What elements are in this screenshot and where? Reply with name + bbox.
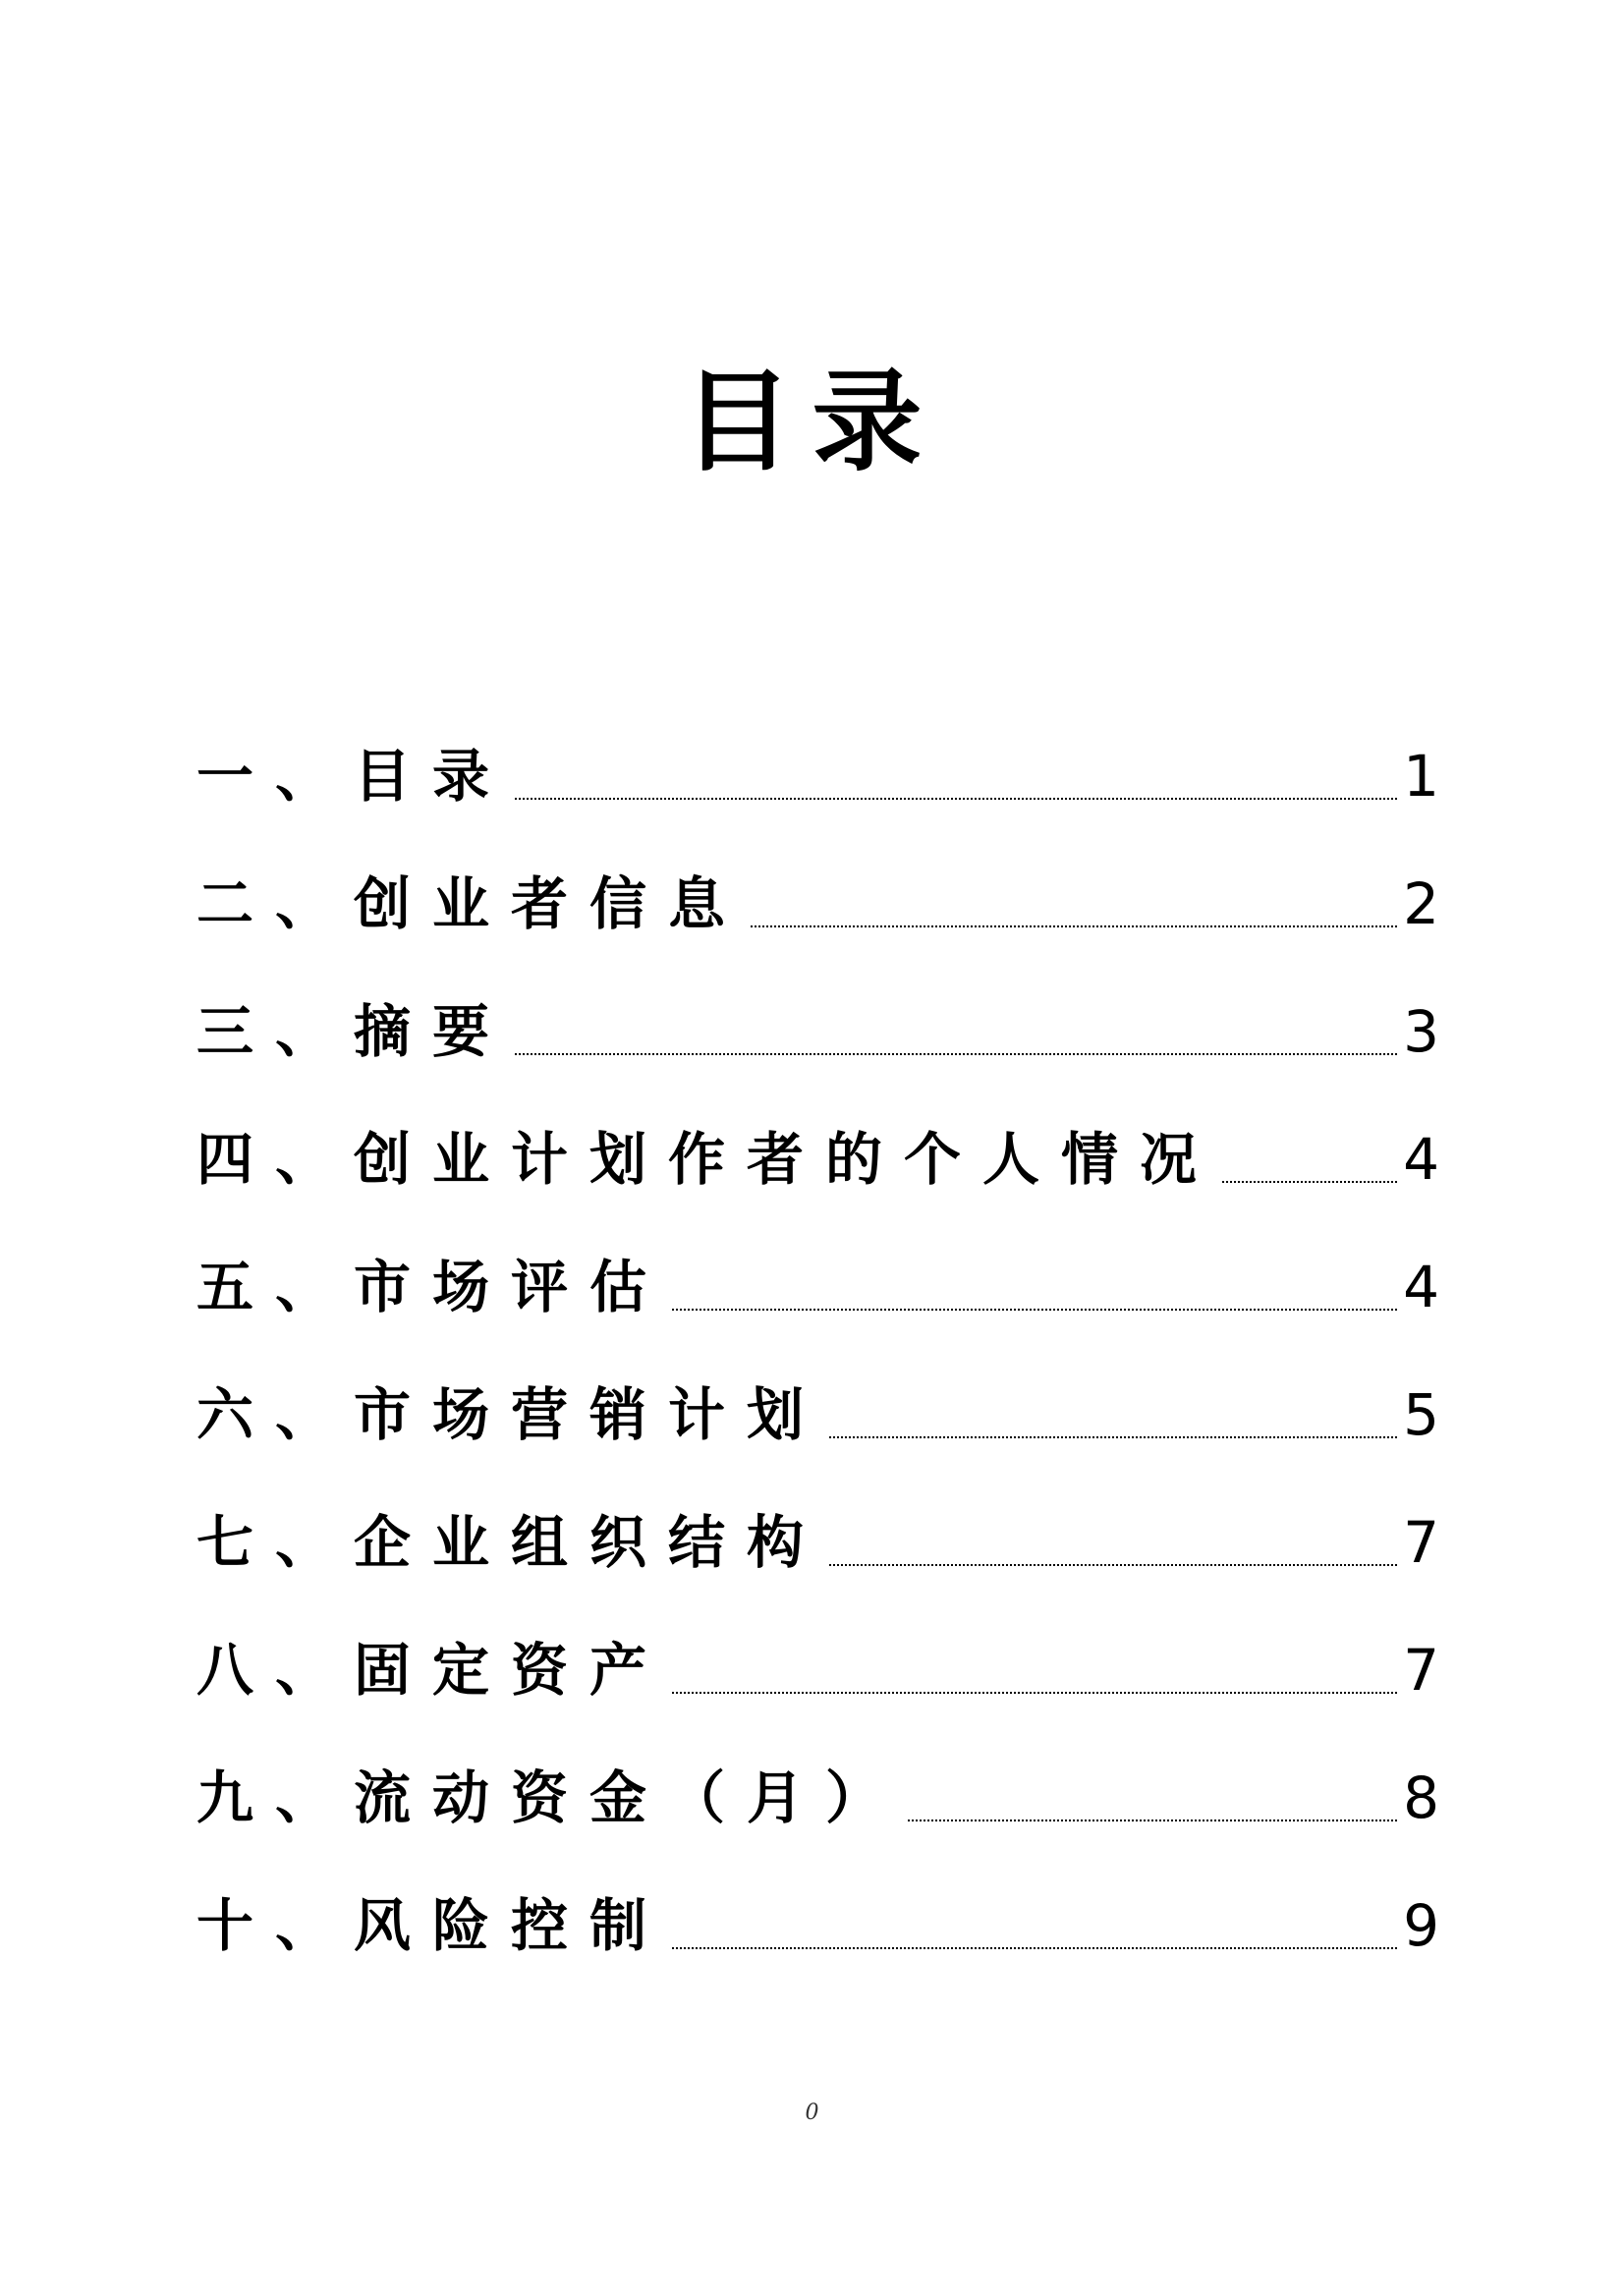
toc-entry[interactable] [196,1071,1439,1199]
toc-entry-label: 一、目录 [196,743,512,810]
toc-entry-page: 7 [1403,1637,1439,1704]
toc-entry-page: 4 [1403,1126,1439,1193]
toc-entry[interactable] [196,1199,1439,1326]
toc-entry-label: 八、固定资产 [196,1637,669,1704]
toc-entry-label: 五、市场评估 [196,1254,669,1320]
toc-entry-label: 三、摘要 [196,998,512,1065]
toc-entry-page: 8 [1403,1764,1439,1831]
toc-leader-dots [1222,1180,1397,1183]
toc-entry-label: 六、市场营销计划 [196,1381,826,1448]
page-title: 目录 [682,358,942,486]
footer-page-number: 0 [805,2100,819,2125]
toc-entry[interactable] [196,1454,1439,1582]
toc-entry[interactable] [196,1709,1439,1837]
toc-leader-dots [908,1819,1397,1821]
toc-entry-page: 9 [1403,1892,1439,1959]
toc-entry-label: 七、企业组织结构 [196,1509,826,1576]
toc-leader-dots [515,1052,1397,1055]
toc-entry[interactable] [196,688,1439,815]
toc-entry[interactable] [196,1837,1439,1965]
toc-entry-page: 3 [1403,998,1439,1065]
toc-entry-label: 二、创业者信息 [196,870,748,937]
toc-leader-dots [672,1946,1397,1949]
toc-entry[interactable] [196,1582,1439,1709]
toc-entry-label: 十、风险控制 [196,1892,669,1959]
toc-entry-page: 2 [1403,870,1439,937]
toc-leader-dots [751,924,1397,927]
toc-entry-page: 4 [1403,1254,1439,1320]
table-of-contents [196,688,1439,1965]
toc-entry[interactable] [196,815,1439,943]
toc-leader-dots [672,1691,1397,1694]
toc-entry-page: 1 [1403,743,1439,810]
toc-entry-label: 九、流动资金（月） [196,1764,905,1831]
toc-entry-page: 5 [1403,1381,1439,1448]
toc-leader-dots [515,797,1397,800]
toc-leader-dots [672,1308,1397,1311]
toc-leader-dots [829,1435,1397,1438]
toc-entry-label: 四、创业计划作者的个人情况 [196,1126,1219,1193]
toc-entry[interactable] [196,943,1439,1071]
toc-leader-dots [829,1563,1397,1566]
toc-entry-page: 7 [1403,1509,1439,1576]
toc-entry[interactable] [196,1326,1439,1454]
